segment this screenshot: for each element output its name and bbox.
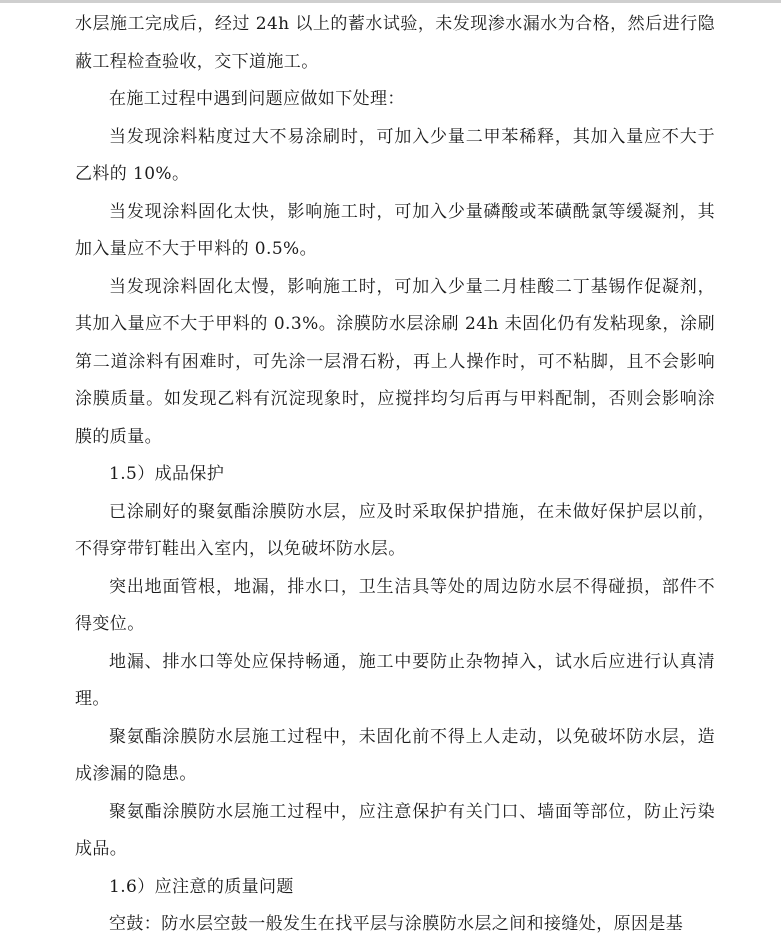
paragraph-viscosity: 当发现涂料粘度过大不易涂刷时，可加入少量二甲苯稀释，其加入量应不大于乙料的 10%。 — [75, 126, 715, 184]
top-border — [0, 0, 781, 3]
paragraph-avoid-pollution: 聚氨酯涂膜防水层施工过程中，应注意保护有关门口、墙面等部位，防止污染成品。 — [75, 801, 715, 859]
paragraph-protection-measures: 已涂刷好的聚氨酯涂膜防水层，应及时采取保护措施，在未做好保护层以前，不得穿带钉鞋出入室内，以免破坏防水层。 — [75, 501, 715, 559]
paragraph-no-walking: 聚氨酯涂膜防水层施工过程中，未固化前不得上人走动，以免破坏防水层，造成渗漏的隐患。 — [75, 726, 715, 784]
paragraph-slow-cure: 当发现涂料固化太慢，影响施工时，可加入少量二月桂酸二丁基锡作促凝剂，其加入量应不大于甲料的 0.3%。涂膜防水层涂刷 24h 未固化仍有发粘现象，涂刷第二道涂料有困难时，可先涂一层滑石粉，再上人操作时，可不粘脚，且不会影响涂膜质量。如发现乙料有沉淀现象时，应搅拌均匀后再与甲料配制，否则会影响涂膜的质量。 — [75, 276, 715, 447]
paragraph-drain-clear: 地漏、排水口等处应保持畅通，施工中要防止杂物掉入，试水后应进行认真清理。 — [75, 651, 715, 709]
paragraph-water-test: 水层施工完成后，经过 24h 以上的蓄水试验，未发现渗水漏水为合格，然后进行隐蔽工程检查验收，交下道施工。 — [75, 14, 715, 72]
document-page — [75, 6, 715, 944]
section-heading-product-protection: 1.5）成品保护 — [109, 464, 225, 484]
section-heading-quality-issues: 1.6）应注意的质量问题 — [109, 876, 294, 897]
paragraph-fast-cure: 当发现涂料固化太快，影响施工时，可加入少量磷酸或苯磺酰氯等缓凝剂，其加入量应不大于甲料的 0.5%。 — [75, 201, 715, 259]
paragraph-problem-handling-intro: 在施工过程中遇到问题应做如下处理： — [109, 89, 405, 109]
paragraph-hollowing: 空鼓：防水层空鼓一般发生在找平层与涂膜防水层之间和接缝处，原因是基 — [109, 914, 684, 934]
paragraph-pipe-roots: 突出地面管根，地漏，排水口，卫生洁具等处的周边防水层不得碰损，部件不得变位。 — [75, 576, 715, 634]
